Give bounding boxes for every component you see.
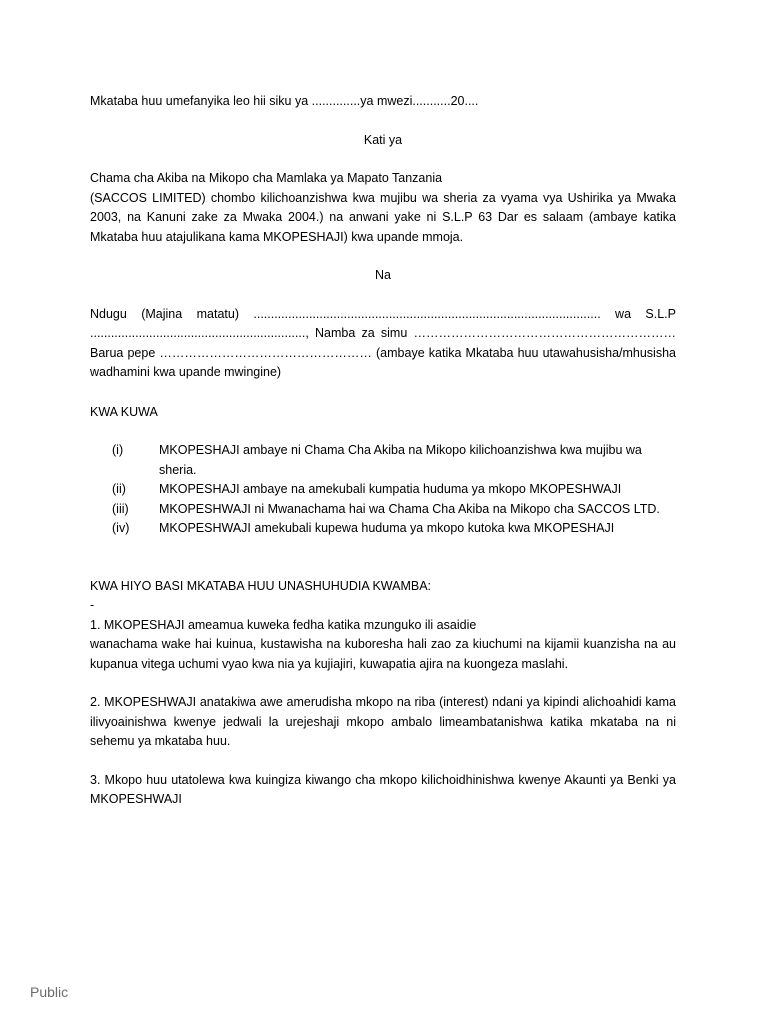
witness-heading: KWA HIYO BASI MKATABA HUU UNASHUHUDIA KWAMBA:: [90, 578, 432, 593]
between-heading: Kati ya: [363, 132, 403, 147]
recitals-list: [90, 441, 676, 539]
recital-number: (i): [112, 443, 124, 457]
party2-email-line: Barua pepe …………………………………………… (ambaye katika Mkataba huu utawahusisha/mhusisha wadhamini kwa upande mwingine): [90, 345, 676, 379]
whereas-heading: KWA KUWA: [90, 404, 158, 419]
party1-description: (SACCOS LIMITED) chombo kilichoanzishwa kwa mujibu wa sheria za vyama vya Ushirika ya Mwaka 2003, na Kanuni zake za Mwaka 2004.) na anwani yake ni S.L.P 63 Dar es salaam (ambaye katika Mkataba huu atajulikana kama MKOPESHAJI) kwa upande mmoja.: [90, 190, 676, 244]
list-item: [90, 480, 676, 500]
party1-name: Chama cha Akiba na Mikopo cha Mamlaka ya Mapato Tanzania: [90, 171, 443, 185]
list-item: [90, 441, 676, 480]
recital-text: MKOPESHWAJI ni Mwanachama hai wa Chama Cha Akiba na Mikopo cha SACCOS LTD.: [159, 501, 660, 516]
clause-1-first-line: 1. MKOPESHAJI ameamua kuweka fedha katika mzunguko ili asaidie: [90, 617, 477, 632]
clause-2: 2. MKOPESHWAJI anatakiwa awe amerudisha mkopo na riba (interest) ndani ya kipindi alichoahidi kama ilivyoainishwa kwenye jedwali la urejeshaji mkopo ambalo limeambatanishwa katika mkataba na ni sehemu ya mkataba huu.: [90, 695, 676, 748]
agreement-intro: Mkataba huu umefanyika leo hii siku ya ..............ya mwezi...........20....: [90, 94, 479, 108]
party2-block: [90, 305, 676, 383]
clause-1-body: wanachama wake hai kuinua, kustawisha na kuboresha hali zao za kiuchumi na kijamii kuanzisha na au kupanua vitega uchumi vyao kwa nia ya kujiajiri, kuwapatia ajira na kuongeza maslahi.: [90, 637, 676, 671]
dash-separator: -: [90, 598, 95, 612]
party2-phone-line: .............................................................., Namba za simu ………………………………………………………: [90, 326, 676, 340]
recital-number: (iv): [112, 521, 130, 535]
recital-text: MKOPESHAJI ambaye ni Chama Cha Akiba na Mikopo kilichoanzishwa kwa mujibu wa sheria.: [159, 443, 642, 477]
recital-number: (iii): [112, 501, 129, 516]
classification-label: Public: [30, 984, 69, 1000]
document-body: [90, 92, 676, 810]
clause-1: [90, 616, 676, 675]
recital-text: MKOPESHAJI ambaye na amekubali kumpatia huduma ya mkopo MKOPESHWAJI: [159, 482, 622, 496]
list-item: [90, 500, 676, 520]
recital-number: (ii): [112, 482, 126, 496]
clause-3: 3. Mkopo huu utatolewa kwa kuingiza kiwango cha mkopo kilichoidhinishwa kwenye Akaunti ya Benki ya MKOPESHWAJI: [90, 772, 676, 806]
and-heading: Na: [375, 268, 391, 282]
recital-text: MKOPESHWAJI amekubali kupewa huduma ya mkopo kutoka kwa MKOPESHAJI: [159, 521, 615, 535]
list-item: [90, 519, 676, 539]
party2-name-line: Ndugu (Majina matatu) .................................................................................................... wa S.L.P: [90, 306, 676, 321]
